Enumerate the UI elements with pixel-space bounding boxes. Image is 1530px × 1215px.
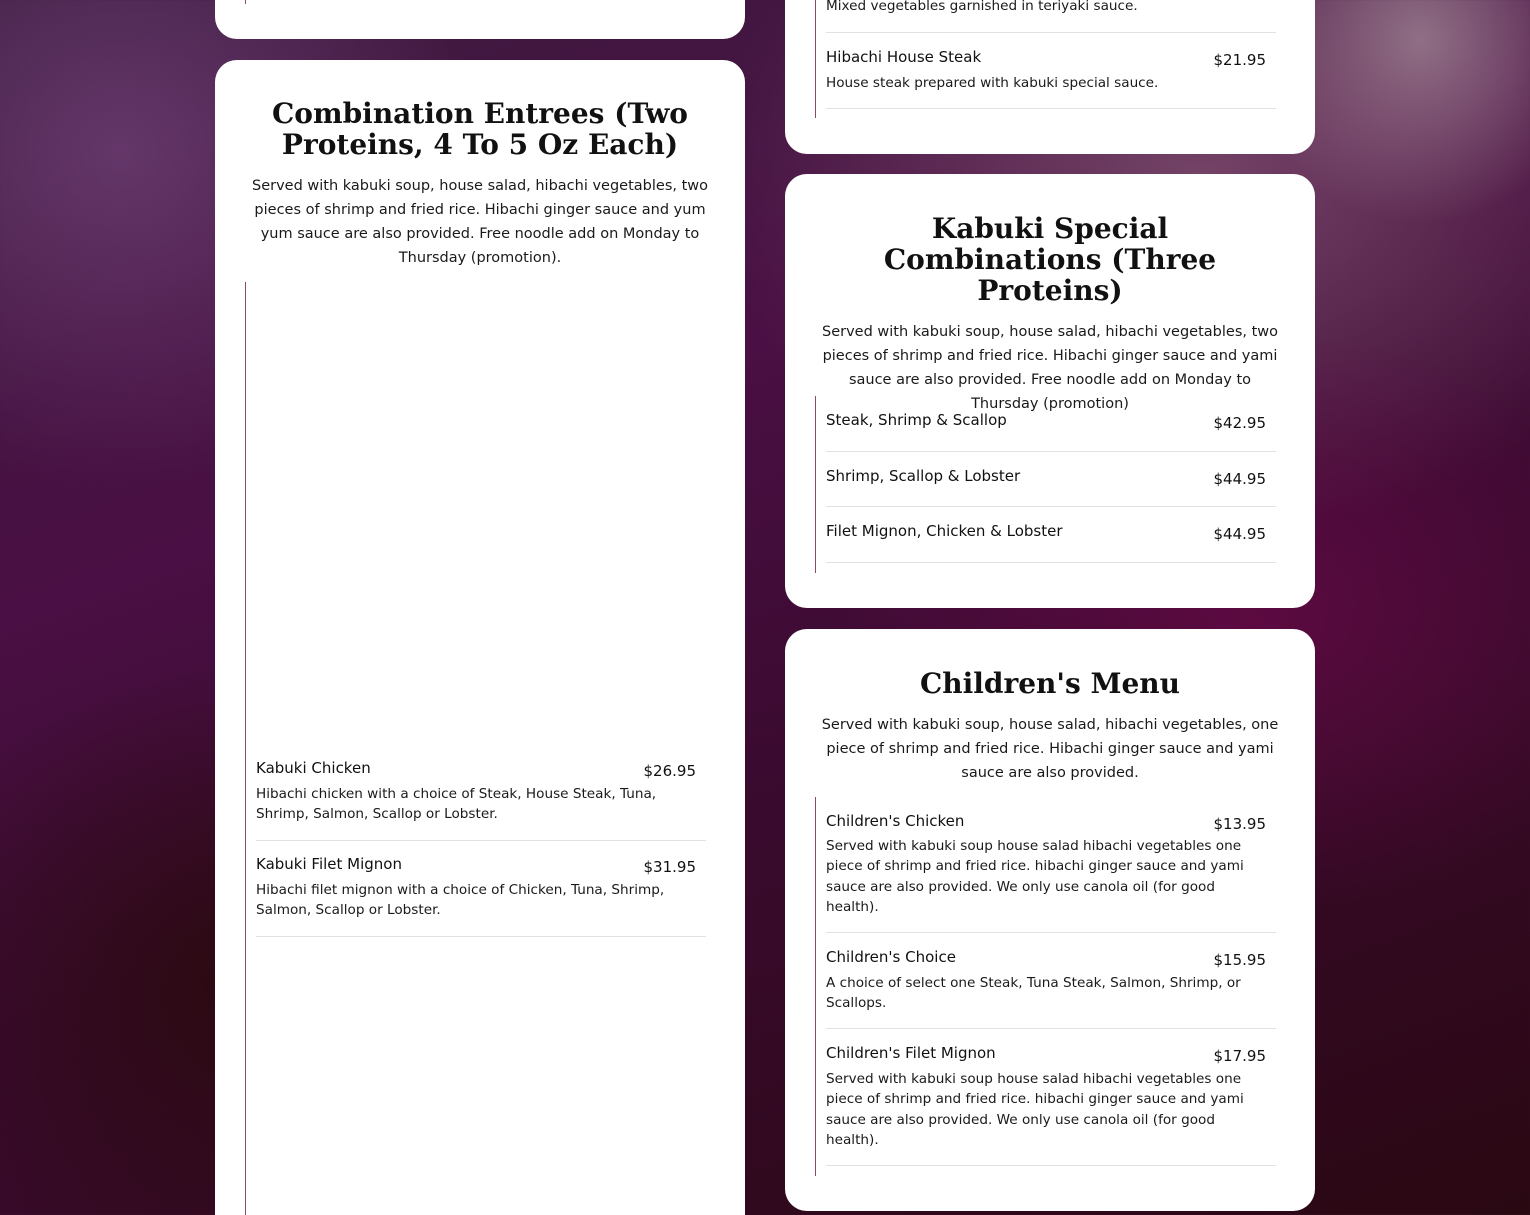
list-item[interactable] [826,947,1276,1029]
childrens-items [815,797,1276,1176]
card-header [815,668,1285,785]
item-name: Children's Choice [826,948,956,966]
combination-entrees-card [215,60,745,1215]
item-name: Hibachi House Steak [826,48,982,66]
section-title: Children's Menu [919,667,1181,700]
item-price: $15.95 [1213,951,1266,969]
item-price: $44.95 [1213,470,1266,488]
item-price: $42.95 [1213,414,1266,432]
list-item [826,0,1276,33]
list-item[interactable] [826,811,1276,933]
section-description: Served with kabuki soup, house salad, hibachi vegetables, one piece of shrimp and fried rice. Hibachi ginger sauce and yami sauce are also provided. [821,717,1279,781]
top-left-card [215,0,745,39]
item-description: Served with kabuki soup house salad hibachi vegetables one piece of shrimp and fried rice. hibachi ginger sauce and yami sauce are also provided. We only use canola oil (for good health). [826,1071,1244,1148]
special-combinations-card [785,174,1315,608]
item-name: Shrimp, Scallop & Lobster [826,467,1021,485]
list-item[interactable] [826,410,1276,452]
item-name: Steak, Shrimp & Scallop [826,411,1007,429]
top-right-items [815,0,1276,118]
top-right-card [785,0,1315,154]
item-name: Children's Filet Mignon [826,1044,996,1062]
item-price: $31.95 [643,858,696,876]
list-item[interactable] [826,521,1276,563]
item-name: Filet Mignon, Chicken & Lobster [826,522,1063,540]
top-left-items-rule [245,0,246,4]
item-price: $26.95 [643,762,696,780]
item-price: $44.95 [1213,525,1266,543]
combination-items [245,282,706,1215]
item-price: $21.95 [1213,51,1266,69]
item-description: House steak prepared with kabuki special sauce. [826,75,1159,91]
childrens-menu-card [785,629,1315,1211]
item-price: $17.95 [1213,1047,1266,1065]
card-header [821,213,1279,416]
list-item[interactable] [826,466,1276,507]
list-item[interactable] [256,758,706,841]
card-header [251,98,709,270]
item-description: Hibachi filet mignon with a choice of Chicken, Tuna, Shrimp, Salmon, Scallop or Lobster. [256,882,665,919]
item-price: $13.95 [1213,815,1266,833]
item-name: Kabuki Chicken [256,759,371,777]
section-title: Kabuki Special Combinations (Three Proteins) [883,212,1217,307]
item-description: A choice of select one Steak, Tuna Steak, Salmon, Shrimp, or Scallops. [826,975,1241,1012]
list-item[interactable] [256,854,706,937]
section-title: Combination Entrees (Two Proteins, 4 To 5 Oz Each) [272,97,688,161]
special-items [815,396,1276,573]
section-description: Served with kabuki soup, house salad, hibachi vegetables, two pieces of shrimp and fried rice. Hibachi ginger sauce and yami sauce are also provided. Free noodle add on Monday to Thursday (promotion) [821,324,1279,412]
list-item[interactable] [826,1043,1276,1166]
item-description: Served with kabuki soup house salad hibachi vegetables one piece of shrimp and fried rice. hibachi ginger sauce and yami sauce are also provided. We only use canola oil (for good health). [826,838,1244,915]
item-name: Children's Chicken [826,812,965,830]
list-item[interactable] [826,47,1276,109]
item-name: Kabuki Filet Mignon [256,855,402,873]
item-description: Mixed vegetables garnished in teriyaki sauce. [826,0,1138,14]
section-description: Served with kabuki soup, house salad, hibachi vegetables, two pieces of shrimp and fried rice. Hibachi ginger sauce and yum yum sauce are also provided. Free noodle add on Monday to Thursday (promotion). [251,178,709,266]
item-description: Hibachi chicken with a choice of Steak, House Steak, Tuna, Shrimp, Salmon, Scallop or Lobster. [256,786,657,823]
